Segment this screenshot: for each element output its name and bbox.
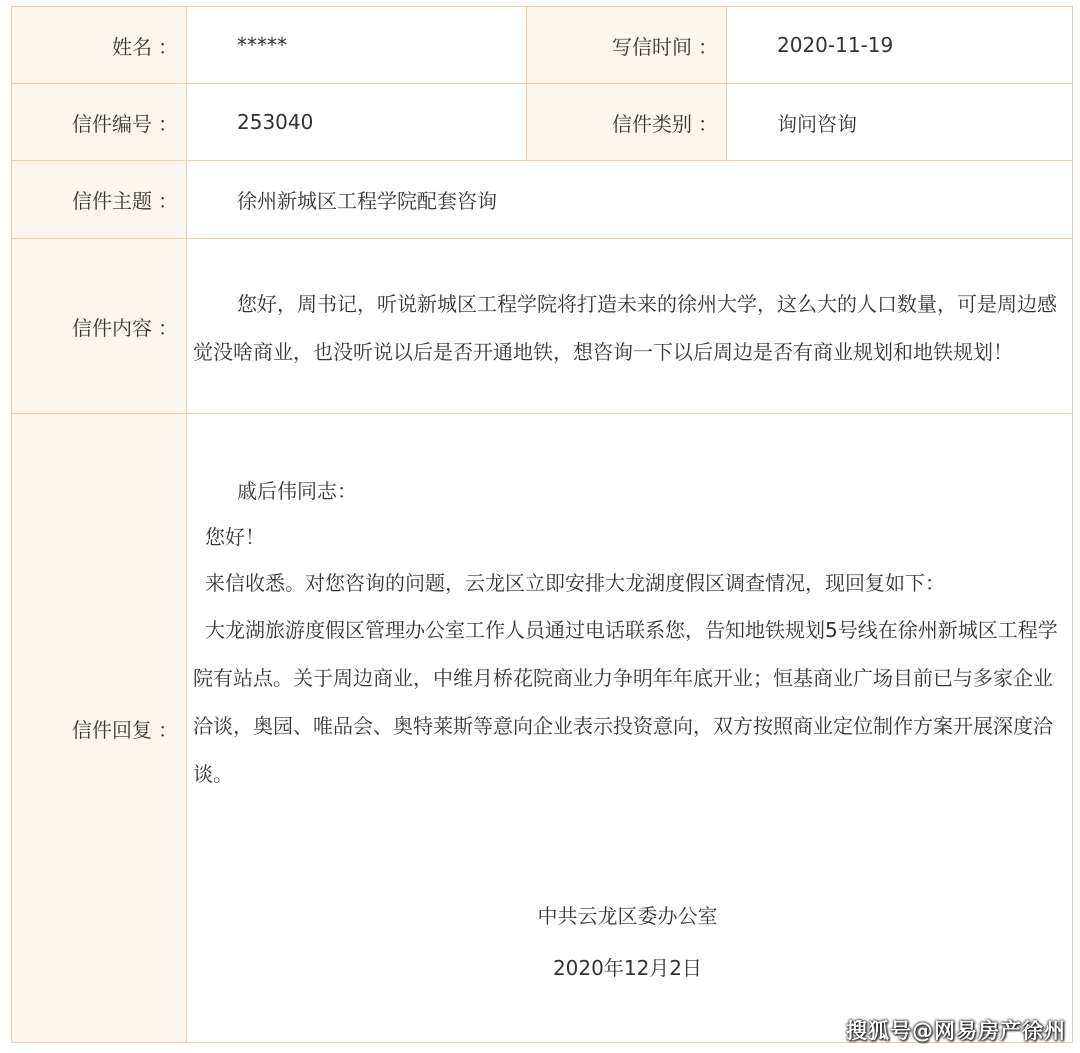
number-label: 信件编号 xyxy=(72,111,152,136)
name-label-cell xyxy=(12,7,187,84)
reply-date: 2020年12月2日 xyxy=(552,956,703,980)
category-label: 信件类别 xyxy=(612,111,692,136)
time-label: 写信时间 xyxy=(612,34,692,59)
name-value: ***** xyxy=(237,33,287,57)
signature-block xyxy=(193,890,1062,994)
watermark: 搜狐号@网易房产徐州 xyxy=(846,1019,1066,1043)
colon: ： xyxy=(158,34,178,59)
reply-label: 信件回复 xyxy=(72,717,152,742)
reply-greeting: 戚后伟同志： xyxy=(237,479,357,503)
number-value-cell xyxy=(187,84,527,161)
subject-value: 徐州新城区工程学院配套咨询 xyxy=(237,189,497,213)
subject-value-cell xyxy=(187,161,1073,239)
row-reply xyxy=(12,414,1073,1043)
time-value-cell xyxy=(727,7,1073,84)
reply-hello: 您好！ xyxy=(205,525,265,549)
name-value-cell xyxy=(187,7,527,84)
colon: ： xyxy=(698,111,718,136)
category-value-cell xyxy=(727,84,1073,161)
row-subject xyxy=(12,161,1073,239)
category-label-cell xyxy=(527,84,727,161)
row-number-category xyxy=(12,84,1073,161)
subject-label: 信件主题 xyxy=(72,189,152,213)
colon: ： xyxy=(158,111,178,136)
colon: ： xyxy=(158,189,178,213)
reply-intro: 来信收悉。对您咨询的问题，云龙区立即安排大龙湖度假区调查情况，现回复如下： xyxy=(205,571,945,595)
letter-table xyxy=(11,6,1073,1043)
colon: ： xyxy=(698,34,718,59)
subject-label-cell xyxy=(12,161,187,239)
number-value: 253040 xyxy=(237,110,314,134)
time-label-cell xyxy=(527,7,727,84)
content-label-cell xyxy=(12,239,187,414)
number-label-cell xyxy=(12,84,187,161)
row-name-time xyxy=(12,7,1073,84)
colon: ： xyxy=(158,315,178,340)
time-value: 2020-11-19 xyxy=(777,33,894,57)
reply-label-cell xyxy=(12,414,187,1043)
content-cell xyxy=(187,239,1073,414)
name-label: 姓名 xyxy=(112,34,152,59)
colon: ： xyxy=(158,717,178,742)
content-text: 您好，周书记，听说新城区工程学院将打造未来的徐州大学，这么大的人口数量，可是周边感觉没啥商业，也没听说以后是否开通地铁，想咨询一下以后周边是否有商业规划和地铁规划！ xyxy=(193,292,1057,364)
reply-signature: 中共云龙区委办公室 xyxy=(537,904,718,928)
content-label: 信件内容 xyxy=(72,315,152,340)
reply-cell xyxy=(187,414,1073,1043)
category-value: 询问咨询 xyxy=(777,111,857,136)
reply-body: 大龙湖旅游度假区管理办公室工作人员通过电话联系您，告知地铁规划5号线在徐州新城区工程学院有站点。关于周边商业，中维月桥花院商业力争明年年底开业；恒基商业广场目前已与多家企业洽谈，奥园、唯品会、奥特莱斯等意向企业表示投资意向，双方按照商业定位制作方案开展深度洽谈。 xyxy=(193,618,1058,786)
row-content xyxy=(12,239,1073,414)
